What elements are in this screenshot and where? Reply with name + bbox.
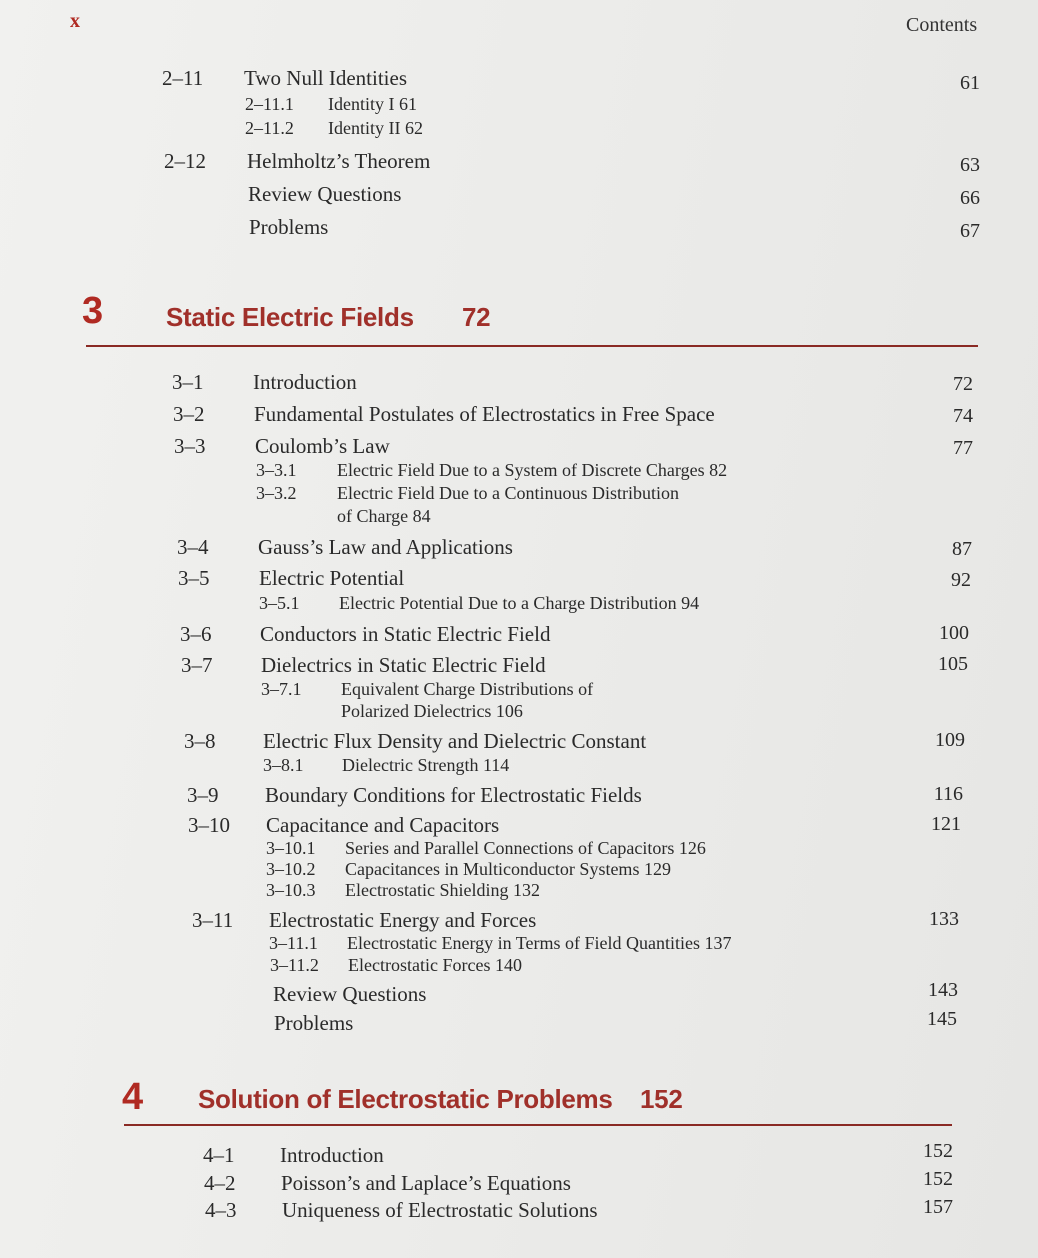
entry-page: 105 [938, 653, 968, 675]
subentry-number: 3–3.2 [256, 483, 297, 503]
entry-title: Coulomb’s Law [255, 434, 390, 458]
subentry-title: Electric Field Due to a System of Discrete Charges 82 [337, 460, 728, 480]
chapter-title: Solution of Electrostatic Problems [198, 1084, 613, 1114]
entry-page: 109 [935, 729, 965, 751]
entry-number: 2–11 [162, 66, 204, 90]
entry-page: 133 [929, 908, 959, 930]
subentry-title: Electric Field Due to a Continuous Distribution [337, 483, 679, 503]
entry-title: Problems [249, 215, 329, 239]
subentry-title: Equivalent Charge Distributions of [341, 679, 594, 699]
chapter-page: 152 [640, 1084, 683, 1114]
subentry-title: Series and Parallel Connections of Capacitors 126 [345, 838, 706, 858]
chapter-title: Static Electric Fields [166, 302, 414, 332]
subentry-number: 3–8.1 [263, 755, 304, 775]
entry-number: 4–1 [203, 1143, 235, 1167]
entry-number: 4–2 [204, 1171, 236, 1195]
entry-title: Review Questions [273, 982, 427, 1006]
entry-page: 152 [923, 1140, 953, 1162]
subentry-number: 3–11.1 [269, 933, 318, 953]
entry-number: 3–7 [181, 653, 213, 677]
entry-number: 4–3 [205, 1198, 237, 1222]
entry-page: 63 [960, 154, 980, 176]
entry-title: Conductors in Static Electric Field [260, 622, 551, 646]
entry-title: Electric Flux Density and Dielectric Constant [263, 729, 647, 753]
entry-page: 61 [960, 72, 980, 94]
entry-page: 152 [923, 1168, 953, 1190]
entry-number: 3–5 [178, 566, 210, 590]
subentry-number: 2–11.2 [245, 118, 294, 138]
subentry-number: 2–11.1 [245, 94, 294, 114]
entry-page: 121 [931, 813, 961, 835]
entry-title: Uniqueness of Electrostatic Solutions [282, 1198, 598, 1222]
entry-page: 74 [953, 405, 973, 427]
chapter-rule [86, 345, 978, 347]
entry-number: 3–9 [187, 783, 219, 807]
subentry-number: 3–7.1 [261, 679, 302, 699]
entry-page: 87 [952, 538, 972, 560]
entry-title: Review Questions [248, 182, 402, 206]
entry-title: Introduction [280, 1143, 384, 1167]
entry-page: 145 [927, 1008, 957, 1030]
entry-page: 77 [953, 437, 973, 459]
entry-number: 3–6 [180, 622, 212, 646]
entry-title: Electrostatic Energy and Forces [269, 908, 537, 932]
entry-title: Fundamental Postulates of Electrostatics in Free Space [254, 402, 715, 426]
entry-title: Introduction [253, 370, 357, 394]
entry-page: 72 [953, 373, 973, 395]
subentry-number: 3–11.2 [270, 955, 319, 975]
subentry-title: Identity II 62 [328, 118, 423, 138]
subentry-title: Dielectric Strength 114 [342, 755, 510, 775]
running-header: Contents [906, 14, 978, 36]
subentry-title-continued: of Charge 84 [337, 506, 431, 526]
subentry-number: 3–3.1 [256, 460, 297, 480]
entry-number: 2–12 [164, 149, 206, 173]
entry-title: Two Null Identities [244, 66, 408, 90]
subentry-number: 3–5.1 [259, 593, 300, 613]
entry-page: 92 [951, 569, 971, 591]
entry-title: Boundary Conditions for Electrostatic Fields [265, 783, 642, 807]
chapter-number: 3 [82, 290, 104, 332]
subentry-number: 3–10.3 [266, 880, 316, 900]
subentry-title: Capacitances in Multiconductor Systems 129 [345, 859, 671, 879]
page-number-roman: x [70, 10, 80, 32]
chapter-page: 72 [462, 302, 491, 332]
subentry-number: 3–10.2 [266, 859, 316, 879]
entry-number: 3–10 [188, 813, 230, 837]
entry-number: 3–8 [184, 729, 216, 753]
subentry-title-continued: Polarized Dielectrics 106 [341, 701, 523, 721]
subentry-title: Identity I 61 [328, 94, 417, 114]
entry-page: 66 [960, 187, 980, 209]
entry-number: 3–2 [173, 402, 205, 426]
chapter-rule [124, 1124, 952, 1126]
entry-title: Poisson’s and Laplace’s Equations [281, 1171, 571, 1195]
entry-title: Capacitance and Capacitors [266, 813, 500, 837]
entry-title: Gauss’s Law and Applications [258, 535, 513, 559]
subentry-title: Electrostatic Shielding 132 [345, 880, 540, 900]
entry-number: 3–1 [172, 370, 204, 394]
entry-page: 100 [939, 622, 969, 644]
entry-page: 116 [933, 783, 963, 805]
entry-number: 3–11 [192, 908, 234, 932]
subentry-title: Electrostatic Forces 140 [348, 955, 522, 975]
chapter-number: 4 [122, 1076, 144, 1118]
entry-page: 143 [928, 979, 958, 1001]
entry-title: Helmholtz’s Theorem [247, 149, 431, 173]
entry-title: Dielectrics in Static Electric Field [261, 653, 546, 677]
entry-title: Electric Potential [259, 566, 405, 590]
entry-title: Problems [274, 1011, 354, 1035]
entry-number: 3–4 [177, 535, 209, 559]
entry-page: 67 [960, 220, 980, 242]
subentry-number: 3–10.1 [266, 838, 316, 858]
subentry-title: Electric Potential Due to a Charge Distribution 94 [339, 593, 700, 613]
entry-page: 157 [923, 1196, 953, 1218]
entry-number: 3–3 [174, 434, 206, 458]
subentry-title: Electrostatic Energy in Terms of Field Quantities 137 [347, 933, 732, 953]
